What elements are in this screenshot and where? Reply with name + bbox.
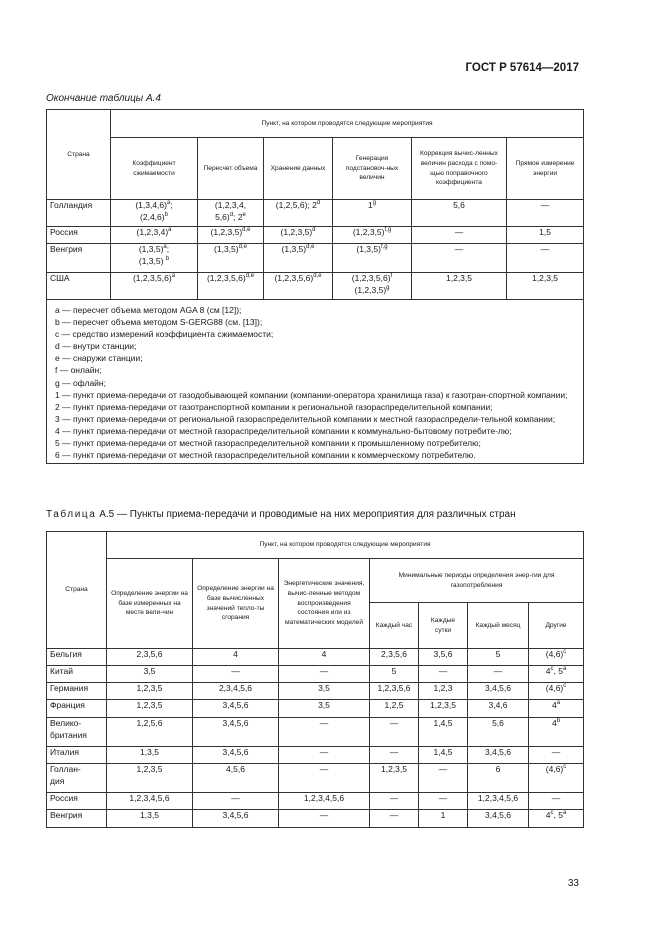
table-notes (47, 300, 584, 464)
country-cell: Россия (47, 793, 107, 810)
table-cell: $(1,2,3,5,6)^f$ $(1,2,3,5)^g$ (333, 273, 412, 300)
table-cell: 3,4,5,6 (468, 683, 529, 700)
table-cell: $(1,2,3,5,6)^{d,e}$ (198, 273, 264, 300)
country-cell: Велико- британия (47, 718, 107, 747)
group-header: Пункт, на котором проводятся следующие мероприятия (107, 532, 584, 559)
table-row (47, 649, 584, 666)
note-line: 1 — пункт приема-передачи от газодобывающей компании (компании-оператора хранилища газа) к газотран-спортной компании; (55, 389, 568, 400)
table-cell: 5,6 (468, 718, 529, 747)
table-a4-caption: Окончание таблицы А.4 (46, 93, 161, 104)
note-line: 4 — пункт приема-передачи от местной газораспределительной компании к коммунально-бытовому потребите-лю; (55, 425, 512, 436)
col-header: Хранение данных (264, 138, 333, 200)
table-cell: $(4,6)^c$ (529, 764, 584, 793)
table-cell: — (419, 666, 468, 683)
table-cell: $(1,2,3,5)^d$ (264, 227, 333, 244)
note-line: 3 — пункт приема-передачи от региональной газораспределительной компании к местной газораспредели-тельной компании; (55, 413, 556, 424)
table-cell: 2,3,4,5,6 (193, 683, 279, 700)
table-cell: 1,2,3 (419, 683, 468, 700)
table-cell: 3,5 (107, 666, 193, 683)
table-row (47, 273, 584, 300)
table-cell: 1,5 (507, 227, 584, 244)
table-cell: 1$^g$ (333, 200, 412, 227)
table-row (47, 764, 584, 793)
period-header: Каждый час (370, 603, 419, 649)
country-cell: Венгрия (47, 244, 111, 273)
table-cell: 1,3,5 (107, 810, 193, 828)
col-header: Коэффициент сжимаемости (111, 138, 198, 200)
table-a5-header-row-1 (47, 532, 584, 559)
table-cell: — (370, 718, 419, 747)
note-line: g — офлайн; (55, 377, 106, 388)
table-row (47, 793, 584, 810)
table-cell: $(1,3,5)^a$; (1,3,5) $^b$ (111, 244, 198, 273)
col-header: Пересчет объема (198, 138, 264, 200)
table-cell: 4$^c$, 5$^a$ (529, 666, 584, 683)
table-cell: 5 (468, 649, 529, 666)
table-row (47, 200, 584, 227)
min-period-header: Минимальные периоды определения энер-гии для газопотребления (370, 559, 584, 603)
table-cell: 2,3,5,6 (370, 649, 419, 666)
table-cell: $(1,3,5)^{d,e}$ (264, 244, 333, 273)
table-cell: 4$^b$ (529, 718, 584, 747)
note-line: c — средство измерений коэффициента сжимаемости; (55, 329, 274, 340)
table-cell: 3,4,5,6 (193, 718, 279, 747)
table-row (47, 666, 584, 683)
table-cell: $(1,2,3,5)^{d,e}$ (198, 227, 264, 244)
table-cell: 1,2,3,5 (370, 764, 419, 793)
table-cell: 3,4,5,6 (468, 810, 529, 828)
table-cell: 3,5 (279, 683, 370, 700)
country-cell: Франция (47, 700, 107, 718)
table-row (47, 700, 584, 718)
table-cell: 1,2,3,5 (107, 764, 193, 793)
period-header: Другие (529, 603, 584, 649)
table-a4 (46, 109, 584, 464)
table-cell: — (279, 747, 370, 764)
table-cell: 3,4,5,6 (193, 810, 279, 828)
table-cell: — (529, 747, 584, 764)
caption-label: Таблица (46, 509, 97, 520)
table-cell: $(4,6)^c$ (529, 683, 584, 700)
note-line: 5 — пункт приема-передачи от местной газораспределительной компании к промышленному потребителю; (55, 438, 481, 449)
note-line: f — онлайн; (55, 365, 102, 376)
note-line: а — пересчет объема методом AGA 8 (см [12]); (55, 305, 242, 315)
notes-row (47, 300, 584, 464)
note-line: e — снаружи станции; (55, 353, 143, 364)
col-header: Прямое измерение энергии (507, 138, 584, 200)
table-a4-header-row-2 (47, 138, 584, 200)
table-cell: 1,2,5,6 (107, 718, 193, 747)
table-cell: 3,4,5,6 (193, 747, 279, 764)
table-cell: $(1,3,5)^{d,e}$ (198, 244, 264, 273)
table-cell: — (412, 227, 507, 244)
table-cell: $(1,3,5)^{f,g}$ (333, 244, 412, 273)
table-cell: 5,6 (412, 200, 507, 227)
table-cell: 3,5,6 (419, 649, 468, 666)
table-cell: — (529, 793, 584, 810)
table-row (47, 683, 584, 700)
table-cell: 1,2,3,4,5,6 (107, 793, 193, 810)
col-header: Энергетические значения, вычис-ленные методом воспроизведения состояния или из математических моделей (279, 559, 370, 649)
col-header: Определение энергии на базе вычисленных значений тепло-ты сгорания (193, 559, 279, 649)
table-cell: — (419, 793, 468, 810)
table-cell: 1 (419, 810, 468, 828)
table-cell: $(1,3,4,6)^a$; $(2,4,6)^b$ (111, 200, 198, 227)
table-row (47, 718, 584, 747)
table-cell: 4,5,6 (193, 764, 279, 793)
table-cell: 4 (279, 649, 370, 666)
table-cell: 1,2,3,5,6 (370, 683, 419, 700)
table-cell: $(4,6)^c$ (529, 649, 584, 666)
country-header: Страна (47, 110, 111, 200)
country-cell: США (47, 273, 111, 300)
document-id: ГОСТ Р 57614—2017 (465, 62, 579, 74)
table-cell: 3,4,6 (468, 700, 529, 718)
note-line: b — пересчет объема методом S-GERG88 (см. [13]); (55, 317, 263, 328)
country-cell: Венгрия (47, 810, 107, 828)
page-number: 33 (567, 878, 579, 889)
table-row (47, 747, 584, 764)
table-cell: 1,2,3,4,5,6 (279, 793, 370, 810)
col-header: Коррекция вычис-ленных величин расхода с помо-щью поправочного коэффициента (412, 138, 507, 200)
table-cell: — (193, 666, 279, 683)
period-header: Каждые сутки (419, 603, 468, 649)
table-cell: — (507, 244, 584, 273)
table-cell: 1,4,5 (419, 718, 468, 747)
table-cell: 6 (468, 764, 529, 793)
table-a5-header-row-2 (47, 559, 584, 603)
table-cell: (1,2,5,6); 2$^d$ (264, 200, 333, 227)
table-cell: 1,4,5 (419, 747, 468, 764)
table-cell: — (279, 810, 370, 828)
table-cell: $(1,2,3,5,6)^{d,e}$ (264, 273, 333, 300)
col-header: Генерация подстановоч-ных величин (333, 138, 412, 200)
table-cell: 5 (370, 666, 419, 683)
table-cell: (1,2,3,4, 5,6)$^d$; 2e (198, 200, 264, 227)
table-cell: 1,3,5 (107, 747, 193, 764)
table-cell: — (412, 244, 507, 273)
col-header: Определение энергии на базе измеренных на месте вели-чин (107, 559, 193, 649)
table-cell: — (468, 666, 529, 683)
table-cell: 1,2,3,5 (412, 273, 507, 300)
table-cell: 1,2,3,4,5,6 (468, 793, 529, 810)
table-cell: 4$^a$ (529, 700, 584, 718)
table-cell: 3,4,5,6 (193, 700, 279, 718)
table-cell: 1,2,3,5 (107, 700, 193, 718)
table-cell: 4$^c$, 5$^a$ (529, 810, 584, 828)
table-cell: — (279, 666, 370, 683)
note-line: d — внутри станции; (55, 341, 137, 352)
table-cell: 4 (193, 649, 279, 666)
country-cell: Германия (47, 683, 107, 700)
note-line: 2 — пункт приема-передачи от газотранспортной компании к региональной газораспределительной компании; (55, 401, 493, 412)
table-cell: — (507, 200, 584, 227)
table-cell: — (370, 810, 419, 828)
table-a5 (46, 531, 584, 828)
table-cell: $(1,2,3,4)^a$ (111, 227, 198, 244)
country-header: Страна (47, 532, 107, 649)
table-row (47, 810, 584, 828)
table-cell: — (279, 764, 370, 793)
table-cell: 2,3,5,6 (107, 649, 193, 666)
table-a4-header-row-1 (47, 110, 584, 138)
note-line: 6 — пункт приема-передачи от местной газораспределительной компании к коммерческому потребителю. (55, 450, 476, 461)
table-cell: 1,2,3,5 (507, 273, 584, 300)
table-cell: — (419, 764, 468, 793)
table-row (47, 227, 584, 244)
period-header: Каждый месяц (468, 603, 529, 649)
table-cell: — (193, 793, 279, 810)
table-cell: — (370, 747, 419, 764)
group-header: Пункт, на котором проводятся следующие мероприятия (111, 110, 584, 138)
country-cell: Бельгия (47, 649, 107, 666)
table-cell: $(1,2,3,5,6)^a$ (111, 273, 198, 300)
country-cell: Голландия (47, 200, 111, 227)
table-cell: 3,4,5,6 (468, 747, 529, 764)
table-a5-caption (46, 509, 516, 520)
table-cell: 1,2,3,5 (419, 700, 468, 718)
table-cell: 1,2,5 (370, 700, 419, 718)
table-row (47, 244, 584, 273)
country-cell: Италия (47, 747, 107, 764)
country-cell: Россия (47, 227, 111, 244)
table-cell: $(1,2,3,5)^{f,g}$ (333, 227, 412, 244)
table-cell: 1,2,3,5 (107, 683, 193, 700)
table-cell: — (370, 793, 419, 810)
table-cell: — (279, 718, 370, 747)
country-cell: Голлан- дия (47, 764, 107, 793)
caption-text: А.5 — Пункты приема-передачи и проводимые на них мероприятия для различных стран (99, 509, 516, 520)
country-cell: Китай (47, 666, 107, 683)
table-cell: 3,5 (279, 700, 370, 718)
